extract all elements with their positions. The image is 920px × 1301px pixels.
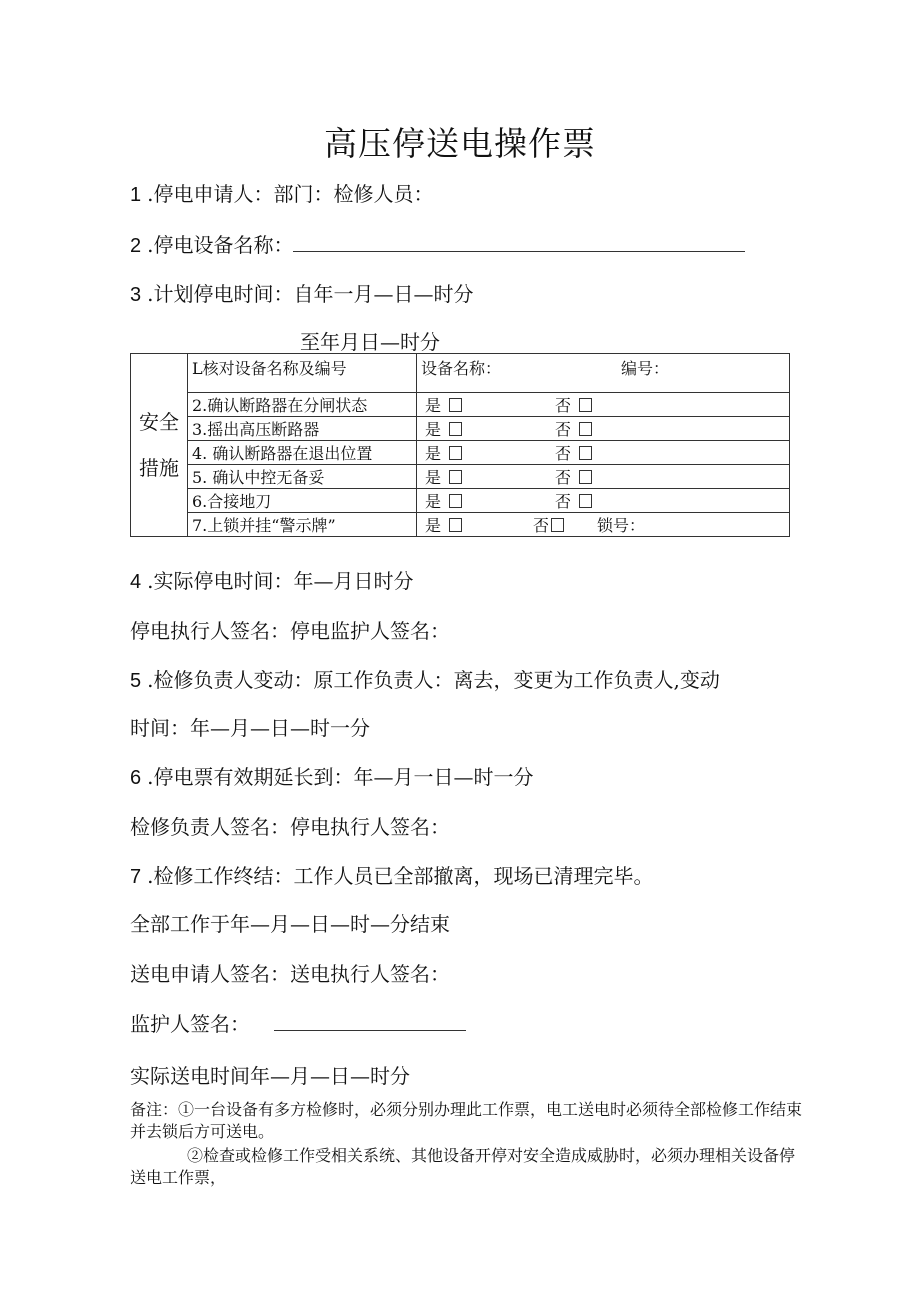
supervisor-label: 监护人签名： — [130, 1012, 250, 1036]
item-1-number: 1 — [130, 184, 142, 206]
signature-line-3: 送电申请人签名：送电执行人签名： — [130, 962, 450, 986]
yes-label: 是 — [425, 444, 442, 463]
item-4-number: 4 — [130, 571, 142, 593]
page-title: 高压停送电操作票 — [324, 124, 596, 163]
yes-checkbox[interactable] — [449, 470, 462, 484]
note-2: ②检查或检修工作受相关系统、其他设备开停对安全造成威胁时，必须办理相关设备停送电工作票， — [130, 1146, 796, 1187]
signature-line-2: 检修负责人签名：停电执行人签名： — [130, 815, 450, 839]
no-checkbox[interactable] — [551, 518, 564, 532]
no-checkbox[interactable] — [579, 446, 592, 460]
work-finish-line: 全部工作于年—月—日—时—分结束 — [130, 912, 450, 936]
safety-options — [417, 489, 790, 513]
item-1-line — [130, 178, 433, 207]
safety-item: 6.合接地刀 — [188, 489, 417, 513]
item-5-number: 5 — [130, 670, 142, 692]
no-label: 否 — [555, 492, 572, 511]
yes-label: 是 — [425, 396, 442, 415]
equipment-name-label: 设备名称： — [421, 359, 502, 378]
no-label: 否 — [555, 396, 572, 415]
actual-power-on-line: 实际送电时间年—月—日—时分 — [130, 1064, 410, 1088]
safety-item: 4. 确认断路器在退出位置 — [188, 441, 417, 465]
yes-checkbox[interactable] — [449, 446, 462, 460]
safety-category-line2: 措施 — [139, 456, 179, 480]
item-3-text: .计划停电时间：自年一月—日—时分 — [147, 282, 474, 306]
no-label: 否 — [555, 468, 572, 487]
safety-item: 3.摇出高压断路器 — [188, 417, 417, 441]
item-6-line — [130, 761, 533, 790]
safety-options — [417, 513, 790, 537]
equipment-name-field[interactable] — [293, 235, 745, 252]
item-7-number: 7 — [130, 866, 142, 888]
equipment-number-label: 编号： — [621, 359, 670, 378]
item-6-number: 6 — [130, 767, 142, 789]
item-6-text: .停电票有效期延长到：年—月一日—时一分 — [147, 765, 534, 789]
item-2-line — [130, 229, 745, 258]
item-5-text: .检修负责人变动：原工作负责人：离去，变更为工作负责人,变动 — [147, 668, 720, 692]
item-3-to-time: 至年月日—时分 — [300, 330, 440, 354]
note-1: 备注：①一台设备有多方检修时，必须分别办理此工作票，电工送电时必须待全部检修工作结束并去锁后方可送电。 — [130, 1100, 803, 1141]
safety-category-line1: 安全 — [139, 410, 179, 434]
safety-item: 7.上锁并挂“警示牌” — [188, 513, 417, 537]
item-2-text: .停电设备名称： — [147, 233, 294, 257]
no-label: 否 — [533, 516, 550, 535]
safety-item: L核对设备名称及编号 — [188, 354, 417, 393]
yes-label: 是 — [425, 420, 442, 439]
supervisor-line — [130, 1008, 466, 1037]
safety-item: 5. 确认中控无备妥 — [188, 465, 417, 489]
no-checkbox[interactable] — [579, 494, 592, 508]
no-label: 否 — [555, 420, 572, 439]
no-label: 否 — [555, 444, 572, 463]
yes-label: 是 — [425, 468, 442, 487]
yes-checkbox[interactable] — [449, 422, 462, 436]
no-checkbox[interactable] — [579, 470, 592, 484]
item-4-text: .实际停电时间：年—月日时分 — [147, 569, 414, 593]
lock-number-label: 锁号： — [597, 516, 646, 535]
signature-line-1: 停电执行人签名：停电监护人签名： — [130, 619, 450, 643]
item-7-line — [130, 860, 653, 889]
item-5-continuation: 时间：年—月—日—时一分 — [130, 716, 370, 740]
safety-options — [417, 441, 790, 465]
yes-label: 是 — [425, 492, 442, 511]
safety-options — [417, 417, 790, 441]
safety-measures-table — [130, 353, 790, 537]
safety-category-cell — [131, 354, 188, 537]
yes-checkbox[interactable] — [449, 398, 462, 412]
safety-options — [417, 393, 790, 417]
item-7-text: .检修工作终结：工作人员已全部撤离，现场已清理完毕。 — [147, 864, 654, 888]
yes-label: 是 — [425, 516, 442, 535]
item-4-line — [130, 565, 413, 594]
supervisor-signature-field[interactable] — [274, 1014, 466, 1031]
item-5-line — [130, 664, 720, 693]
yes-checkbox[interactable] — [449, 518, 462, 532]
yes-checkbox[interactable] — [449, 494, 462, 508]
item-3-line — [130, 278, 473, 307]
item-3-number: 3 — [130, 284, 142, 306]
safety-item: 2.确认断路器在分闸状态 — [188, 393, 417, 417]
no-checkbox[interactable] — [579, 422, 592, 436]
item-1-text: .停电申请人：部门：检修人员： — [147, 182, 434, 206]
item-2-number: 2 — [130, 235, 142, 257]
no-checkbox[interactable] — [579, 398, 592, 412]
safety-options — [417, 465, 790, 489]
safety-row1-values — [417, 354, 790, 393]
